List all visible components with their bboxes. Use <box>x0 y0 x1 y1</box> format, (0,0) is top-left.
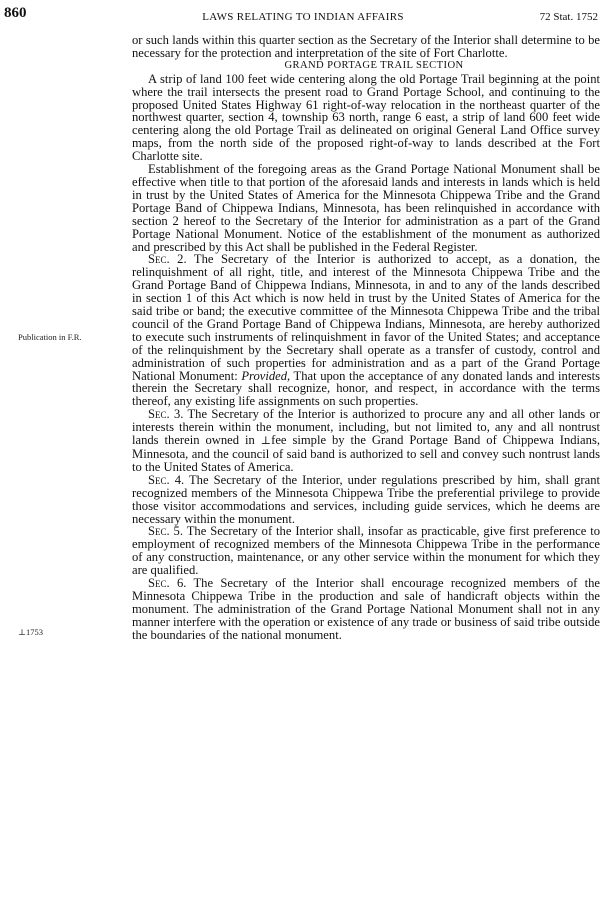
body-text <box>132 34 600 642</box>
running-title: LAWS RELATING TO INDIAN AFFAIRS <box>202 11 404 23</box>
section-4-text: The Secretary of the Interior, under regulations prescribed by him, shall grant recognized members of the Minnesota Chippewa Tribe the preferential privilege to provide those visitor accommodations and services, including guide services, which he deems are necessary within the monument. <box>132 472 601 526</box>
section-5-paragraph <box>132 525 600 577</box>
section-heading: GRAND PORTAGE TRAIL SECTION <box>284 59 464 71</box>
section-2-paragraph <box>132 253 600 408</box>
establishment-paragraph: Establishment of the foregoing areas as the Grand Portage National Monument shall be effective when title to that portion of the aforesaid lands and interests in lands which is held in trust by the United States of America for the Minnesota Chippewa Tribe and the Grand Portage Band of Chippewa Indians, Minnesota, has been relinquished in accordance with section 2 hereof to the Secretary of the Interior for administration as a part of the Grand Portage National Monument. Notice of the establishment of the monument as authorized and prescribed by this Act shall be published in the Federal Register. <box>132 162 600 254</box>
section-5-label: Sec. 5. <box>148 524 184 539</box>
section-2-text-b: That upon the acceptance of any donated lands and interests therein the Secretary shall recognize, honor, and respect, in accordance with the terms thereof, any existing life assignments on such properties. <box>132 368 601 409</box>
section-6-label: Sec. 6. <box>148 576 187 591</box>
section-3-paragraph <box>132 408 600 474</box>
page-header <box>0 0 606 28</box>
section-2-text-a: The Secretary of the Interior is authorized to accept, as a donation, the relinquishment of all right, title, and interest of the Minnesota Chippewa Tribe and the Grand Portage Band of Chippewa Indians, Minnesota, in and to any of the lands described in section 1 of this Act which is now held in trust by the United States of America for the said tribe or band; the executive committee of the Minnesota Chippewa Tribe and the tribal council of the Grand Portage Band of Chippewa Indians, Minnesota, are hereby authorized to execute such instruments of relinquishment in favor of the United States; and acceptance of the relinquishment by the Secretary shall operate as a transfer of custody, control and administration of such properties for administration and as a part of the Grand Portage National Monument: <box>132 252 601 383</box>
page-break-mark: ⊥ <box>260 435 272 448</box>
section-4-label: Sec. 4. <box>148 472 185 487</box>
statute-reference: 72 Stat. 1752 <box>539 11 598 23</box>
section-5-text: The Secretary of the Interior shall, insofar as practicable, give first preference to employment of recognized members of the Minnesota Chippewa Tribe in the performance of any construction, maintenance, or any other service within the monument for which they are qualified. <box>132 524 601 578</box>
margin-note-stat-page: ⊥1753 <box>18 627 43 637</box>
section-2-proviso: Provided, <box>241 368 291 383</box>
section-3-text-a: The Secretary of the Interior is authorized to procure any and all other lands or interests therein within the monument, including, but not limited to, any and all nontrust lands therein owned in <box>132 407 600 448</box>
trail-paragraph: A strip of land 100 feet wide centering along the old Portage Trail beginning at the point where the trail intersects the present road to Grand Portage School, and continuing to the proposed United States Highway 61 right-of-way relocation in the northeast quarter of the northwest quarter, section 4, township 63 north, range 6 east, a strip of land 600 feet wide centering along the old Portage Trail as delineated on original General Land Office survey maps, from the north side of the proposed right-of-way to lands described at the Fort Charlotte site. <box>132 71 600 164</box>
page-number: 860 <box>4 5 27 21</box>
section-3-label: Sec. 3. <box>148 407 184 422</box>
section-6-paragraph <box>132 577 600 642</box>
section-6-text: The Secretary of the Interior shall encourage recognized members of the Minnesota Chippewa Tribe in the production and sale of handicraft objects within the monument. The administration of the Grand Portage National Monument shall not in any manner interfere with the operation or existence of any trade or business of said tribe outside the boundaries of the national monument. <box>132 576 601 642</box>
section-2-label: Sec. 2. <box>148 252 187 267</box>
section-3-text-b: fee simple by the Grand Portage Band of Chippewa Indians, Minnesota, and the council of said band is authorized to sell and convey such nontrust lands to the United States of America. <box>132 433 600 474</box>
margin-note-publication: Publication in F.R. <box>18 332 82 342</box>
section-4-paragraph <box>132 474 600 526</box>
opening-paragraph: or such lands within this quarter section as the Secretary of the Interior shall determine to be necessary for the protection and interpretation of the site of Fort Charlotte. <box>132 33 600 60</box>
